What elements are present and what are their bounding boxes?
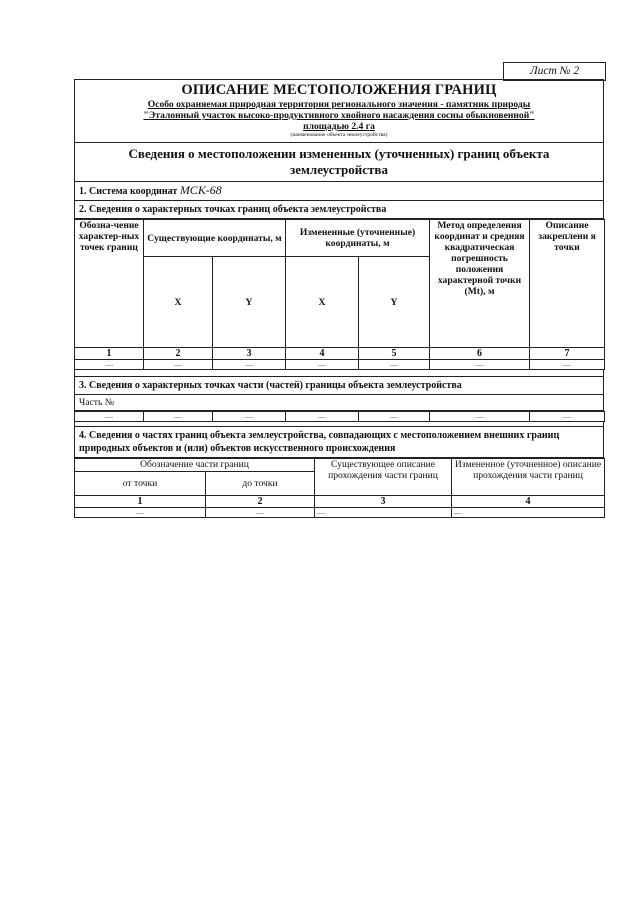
empty-cell: — — [359, 360, 430, 370]
section-3-title: 3. Сведения о характерных точках части (частей) границы объекта землеустройства — [74, 376, 604, 395]
empty-cell: — — [213, 412, 286, 422]
col-number: 1 — [75, 348, 144, 360]
object-line-3: площадью 2.4 га — [303, 121, 375, 132]
col-number: 4 — [286, 348, 359, 360]
col-number: 4 — [452, 496, 605, 508]
part-number-label: Часть № — [74, 395, 604, 411]
empty-cell: — — [430, 412, 530, 422]
document-frame — [74, 79, 604, 518]
changed-description-header: Измененное (уточненное) описание прохождения части границ — [452, 459, 605, 496]
point-header: Обозна-чение характер-ных точек границ — [75, 220, 144, 348]
method-header: Метод определения координат и средняя квадратическая погрешность положения характерной точки (Mt), м — [430, 220, 530, 348]
existing-coords-header: Существующие координаты, м — [144, 220, 286, 257]
empty-cell: — — [452, 508, 605, 518]
from-point-header: от точки — [75, 472, 206, 496]
existing-description-header: Существующее описание прохождения части границ — [315, 459, 452, 496]
section-4-title: 4. Сведения о частях границ объекта землеустройства, совпадающих с местоположением внешних границ природных объектов и (или) объектов искусственного происхождения — [74, 426, 604, 458]
part-points-table — [74, 411, 605, 422]
title-block — [74, 79, 604, 143]
empty-cell: — — [213, 360, 286, 370]
coordinate-system: МСК-68 — [179, 183, 222, 197]
object-name-note: (наименование объекта землеустройства) — [290, 132, 388, 138]
info-title: Сведения о местоположении измененных (уточненных) границ объекта землеустройства — [74, 143, 604, 182]
empty-cell: — — [286, 360, 359, 370]
empty-cell: — — [144, 412, 213, 422]
section-4-table-wrap — [74, 458, 604, 518]
section-2-title: 2. Сведения о характерных точках границ объекта землеустройства — [74, 201, 604, 219]
changed-y-header: Y — [359, 257, 430, 348]
existing-x-header: X — [144, 257, 213, 348]
empty-cell: — — [315, 508, 452, 518]
section-1 — [74, 182, 604, 201]
existing-y-header: Y — [213, 257, 286, 348]
empty-cell: — — [286, 412, 359, 422]
changed-coords-header: Измененные (уточненные) координаты, м — [286, 220, 430, 257]
section-2-table-wrap — [74, 219, 604, 370]
col-number: 1 — [75, 496, 206, 508]
description-header: Описание закреплени я точки — [530, 220, 605, 348]
sheet-number: Лист № 2 — [503, 62, 606, 81]
col-number: 3 — [213, 348, 286, 360]
points-table — [74, 219, 605, 370]
section-1-label: 1. Система координат — [79, 186, 178, 197]
boundary-parts-table — [74, 458, 605, 518]
empty-cell: — — [530, 360, 605, 370]
empty-cell: — — [359, 412, 430, 422]
col-number: 2 — [206, 496, 315, 508]
empty-cell: — — [144, 360, 213, 370]
empty-cell: — — [206, 508, 315, 518]
empty-cell: — — [75, 508, 206, 518]
col-number: 5 — [359, 348, 430, 360]
object-line-2: "Эталонный участок высоко-продуктивного хвойного насаждения сосны обыкновенной" — [143, 110, 535, 121]
col-number: 7 — [530, 348, 605, 360]
changed-x-header: X — [286, 257, 359, 348]
empty-cell: — — [530, 412, 605, 422]
empty-cell: — — [430, 360, 530, 370]
col-number: 6 — [430, 348, 530, 360]
designation-header: Обозначение части границ — [75, 459, 315, 472]
document-title: ОПИСАНИЕ МЕСТОПОЛОЖЕНИЯ ГРАНИЦ — [181, 82, 497, 98]
to-point-header: до точки — [206, 472, 315, 496]
empty-cell: — — [75, 412, 144, 422]
object-line-1: Особо охраняемая природная территория регионального значения - памятник природы — [147, 99, 531, 110]
section-3-table-wrap — [74, 411, 604, 422]
col-number: 3 — [315, 496, 452, 508]
col-number: 2 — [144, 348, 213, 360]
empty-cell: — — [75, 360, 144, 370]
